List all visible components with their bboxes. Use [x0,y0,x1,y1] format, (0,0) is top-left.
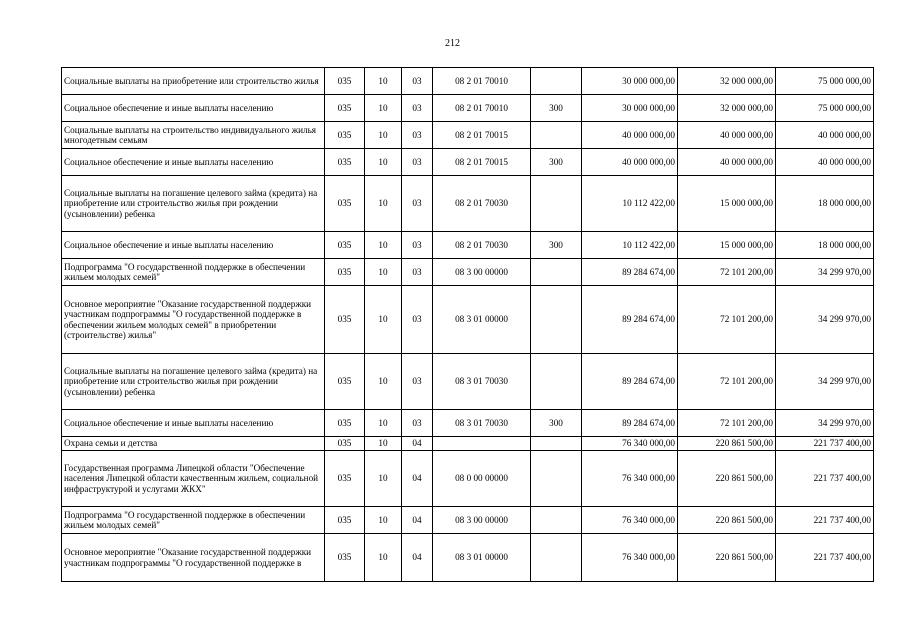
table-row [62,259,874,286]
subsection-code-cell: 03 [402,122,433,149]
section-code-cell: 10 [365,286,402,354]
amount-year2-cell: 15 000 000,00 [678,232,776,259]
table-row [62,149,874,176]
row-name: Основное мероприятие "Оказание государственной поддержки участникам подпрограммы "О государственной поддержке в обеспечении жильем молодых семей" в приобретении (строительстве) жилья" [62,286,325,354]
amount-year3-cell: 34 299 970,00 [776,354,874,410]
amount-year2-cell: 32 000 000,00 [678,68,776,95]
amount-year3-cell: 75 000 000,00 [776,68,874,95]
section-code-cell: 10 [365,232,402,259]
expense-type-cell [531,68,582,95]
row-name: Социальное обеспечение и иные выплаты населению [62,232,325,259]
amount-year2-cell: 32 000 000,00 [678,95,776,122]
table-row [62,354,874,410]
subsection-code-cell: 04 [402,437,433,451]
expense-type-cell: 300 [531,149,582,176]
subsection-code-cell: 03 [402,68,433,95]
subsection-code-cell: 03 [402,410,433,437]
amount-year1-cell: 76 340 000,00 [582,437,678,451]
amount-year2-cell: 220 861 500,00 [678,451,776,507]
row-name: Охрана семьи и детства [62,437,325,451]
expense-type-cell [531,354,582,410]
target-article-cell: 08 3 01 00000 [433,534,531,582]
subsection-code-cell: 03 [402,176,433,232]
amount-year1-cell: 76 340 000,00 [582,507,678,534]
section-code-cell: 10 [365,68,402,95]
amount-year2-cell: 220 861 500,00 [678,437,776,451]
subsection-code-cell: 03 [402,149,433,176]
amount-year2-cell: 15 000 000,00 [678,176,776,232]
amount-year1-cell: 89 284 674,00 [582,259,678,286]
amount-year3-cell: 221 737 400,00 [776,507,874,534]
amount-year1-cell: 40 000 000,00 [582,122,678,149]
amount-year2-cell: 220 861 500,00 [678,534,776,582]
table-row [62,122,874,149]
row-name: Подпрограмма "О государственной поддержке в обеспечении жильем молодых семей" [62,507,325,534]
row-name: Социальные выплаты на погашение целевого займа (кредита) на приобретение или строительство жилья при рождении (усыновлении) ребенка [62,176,325,232]
subsection-code-cell: 04 [402,451,433,507]
amount-year1-cell: 30 000 000,00 [582,68,678,95]
admin-code-cell: 035 [325,232,365,259]
subsection-code-cell: 03 [402,232,433,259]
expense-type-cell [531,451,582,507]
table-row [62,437,874,451]
target-article-cell: 08 3 01 00000 [433,286,531,354]
table-row [62,410,874,437]
budget-table [61,67,874,582]
subsection-code-cell: 03 [402,259,433,286]
row-name: Государственная программа Липецкой области "Обеспечение населения Липецкой области качественным жильем, социальной инфраструктурой и услугами ЖКХ" [62,451,325,507]
subsection-code-cell: 03 [402,95,433,122]
admin-code-cell: 035 [325,451,365,507]
admin-code-cell: 035 [325,286,365,354]
target-article-cell: 08 2 01 70030 [433,176,531,232]
section-code-cell: 10 [365,149,402,176]
section-code-cell: 10 [365,354,402,410]
admin-code-cell: 035 [325,259,365,286]
amount-year1-cell: 10 112 422,00 [582,176,678,232]
amount-year1-cell: 89 284 674,00 [582,286,678,354]
amount-year1-cell: 89 284 674,00 [582,410,678,437]
amount-year3-cell: 18 000 000,00 [776,232,874,259]
amount-year3-cell: 40 000 000,00 [776,149,874,176]
subsection-code-cell: 03 [402,354,433,410]
amount-year1-cell: 76 340 000,00 [582,451,678,507]
amount-year2-cell: 72 101 200,00 [678,410,776,437]
expense-type-cell: 300 [531,232,582,259]
section-code-cell: 10 [365,259,402,286]
table-row [62,68,874,95]
table-row [62,507,874,534]
section-code-cell: 10 [365,534,402,582]
subsection-code-cell: 04 [402,507,433,534]
expense-type-cell [531,507,582,534]
amount-year3-cell: 34 299 970,00 [776,410,874,437]
table-row [62,534,874,582]
page-number: 212 [445,38,460,49]
section-code-cell: 10 [365,410,402,437]
expense-type-cell: 300 [531,410,582,437]
amount-year3-cell: 34 299 970,00 [776,286,874,354]
admin-code-cell: 035 [325,95,365,122]
expense-type-cell [531,286,582,354]
amount-year3-cell: 221 737 400,00 [776,534,874,582]
admin-code-cell: 035 [325,507,365,534]
target-article-cell: 08 2 01 70015 [433,149,531,176]
admin-code-cell: 035 [325,68,365,95]
table-row [62,286,874,354]
subsection-code-cell: 03 [402,286,433,354]
section-code-cell: 10 [365,451,402,507]
row-name: Социальное обеспечение и иные выплаты населению [62,410,325,437]
target-article-cell: 08 2 01 70010 [433,95,531,122]
amount-year3-cell: 75 000 000,00 [776,95,874,122]
section-code-cell: 10 [365,437,402,451]
expense-type-cell [531,176,582,232]
target-article-cell: 08 2 01 70010 [433,68,531,95]
expense-type-cell [531,122,582,149]
admin-code-cell: 035 [325,176,365,232]
amount-year2-cell: 72 101 200,00 [678,286,776,354]
expense-type-cell: 300 [531,95,582,122]
expense-type-cell [531,259,582,286]
admin-code-cell: 035 [325,354,365,410]
amount-year2-cell: 220 861 500,00 [678,507,776,534]
amount-year3-cell: 18 000 000,00 [776,176,874,232]
row-name: Подпрограмма "О государственной поддержке в обеспечении жильем молодых семей" [62,259,325,286]
row-name: Социальные выплаты на погашение целевого займа (кредита) на приобретение или строительство жилья при рождении (усыновлении) ребенка [62,354,325,410]
expense-type-cell [531,534,582,582]
target-article-cell [433,437,531,451]
row-name: Социальные выплаты на приобретение или строительство жилья [62,68,325,95]
target-article-cell: 08 0 00 00000 [433,451,531,507]
amount-year1-cell: 76 340 000,00 [582,534,678,582]
amount-year1-cell: 10 112 422,00 [582,232,678,259]
table-row [62,176,874,232]
amount-year1-cell: 30 000 000,00 [582,95,678,122]
admin-code-cell: 035 [325,149,365,176]
amount-year3-cell: 34 299 970,00 [776,259,874,286]
admin-code-cell: 035 [325,534,365,582]
expense-type-cell [531,437,582,451]
target-article-cell: 08 3 01 70030 [433,410,531,437]
target-article-cell: 08 2 01 70015 [433,122,531,149]
section-code-cell: 10 [365,122,402,149]
target-article-cell: 08 3 00 00000 [433,507,531,534]
section-code-cell: 10 [365,507,402,534]
admin-code-cell: 035 [325,437,365,451]
table-row [62,95,874,122]
amount-year1-cell: 89 284 674,00 [582,354,678,410]
section-code-cell: 10 [365,176,402,232]
table-row [62,451,874,507]
amount-year1-cell: 40 000 000,00 [582,149,678,176]
target-article-cell: 08 3 00 00000 [433,259,531,286]
amount-year2-cell: 72 101 200,00 [678,354,776,410]
amount-year3-cell: 221 737 400,00 [776,437,874,451]
subsection-code-cell: 04 [402,534,433,582]
amount-year3-cell: 40 000 000,00 [776,122,874,149]
table-row [62,232,874,259]
row-name: Социальные выплаты на строительство индивидуального жилья многодетным семьям [62,122,325,149]
row-name: Основное мероприятие "Оказание государственной поддержки участникам подпрограммы "О государственной поддержке в [62,534,325,582]
section-code-cell: 10 [365,95,402,122]
amount-year2-cell: 72 101 200,00 [678,259,776,286]
amount-year3-cell: 221 737 400,00 [776,451,874,507]
target-article-cell: 08 2 01 70030 [433,232,531,259]
admin-code-cell: 035 [325,410,365,437]
target-article-cell: 08 3 01 70030 [433,354,531,410]
row-name: Социальное обеспечение и иные выплаты населению [62,95,325,122]
admin-code-cell: 035 [325,122,365,149]
amount-year2-cell: 40 000 000,00 [678,149,776,176]
row-name: Социальное обеспечение и иные выплаты населению [62,149,325,176]
amount-year2-cell: 40 000 000,00 [678,122,776,149]
